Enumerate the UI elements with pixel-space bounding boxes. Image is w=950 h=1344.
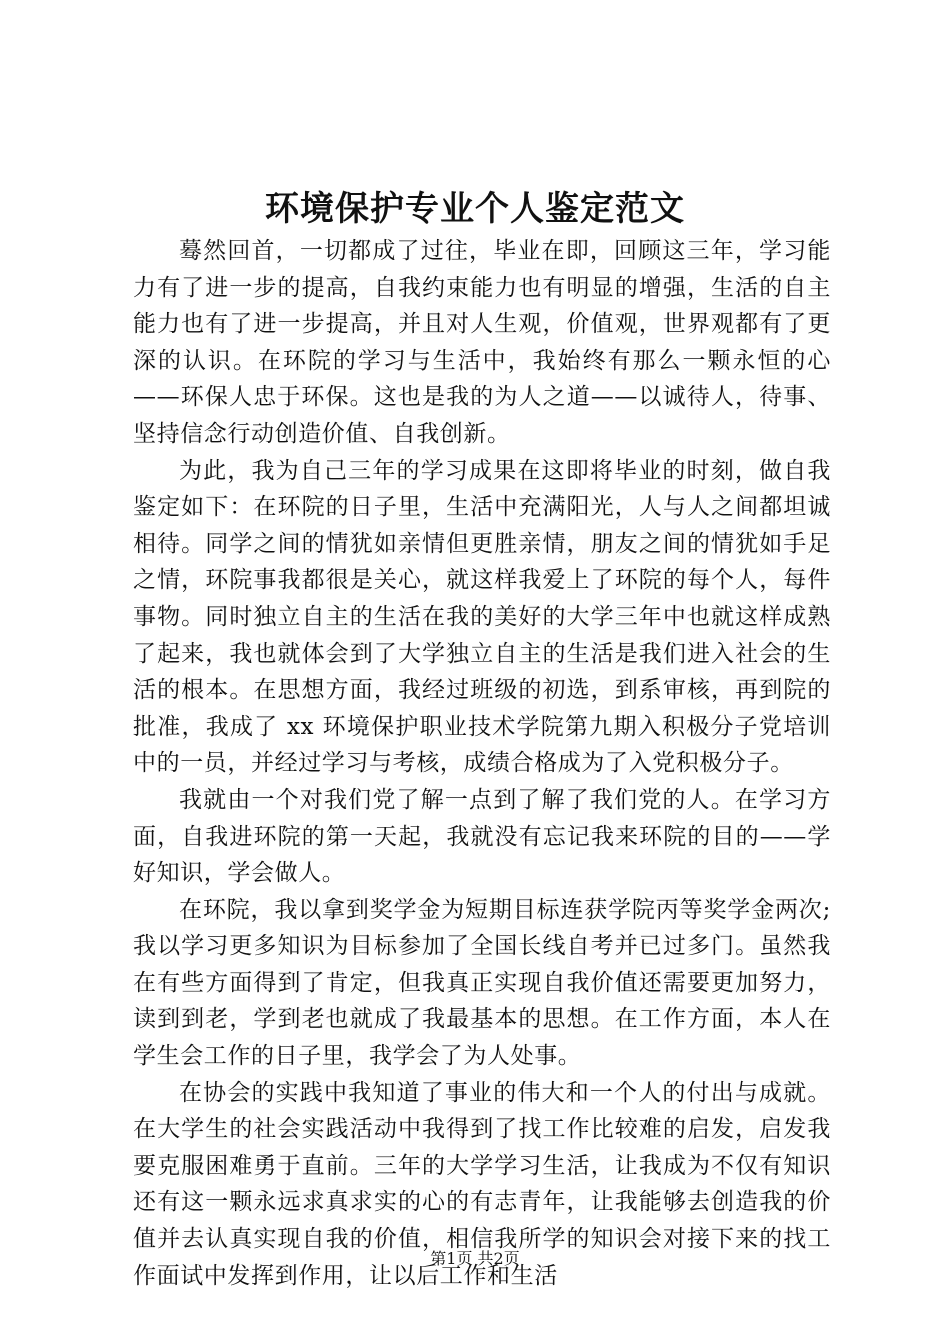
- document-body: [133, 233, 831, 1294]
- paragraph-4: 在环院，我以拿到奖学金为短期目标连获学院丙等奖学金两次;我以学习更多知识为目标参加了全国长线自考并已过多门。虽然我在有些方面得到了肯定，但我真正实现自我价值还需要更加努力，读到到老，学到老也就成了我最基本的思想。在工作方面，本人在学生会工作的日子里，我学会了为人处事。: [133, 896, 831, 1070]
- page-number-footer: 第1页 共2页: [430, 1249, 520, 1268]
- paragraph-5: 在协会的实践中我知道了事业的伟大和一个人的付出与成就。在大学生的社会实践活动中我得到了找工作比较难的启发，启发我要克服困难勇于直前。三年的大学学习生活，让我成为不仅有知识还有这一颗永远求真求实的心的有志青年，让我能够去创造我的价值并去认真实现自我的价值，相信我所学的知识会对接下来的找工作面试中发挥到作用，让以后工作和生活: [133, 1079, 831, 1289]
- document-title: 环境保护专业个人鉴定范文: [265, 189, 685, 229]
- paragraph-1: 蓦然回首，一切都成了过往，毕业在即，回顾这三年，学习能力有了进一步的提高，自我约束能力也有明显的增强，生活的自主能力也有了进一步提高，并且对人生观，价值观，世界观都有了更深的认识。在环院的学习与生活中，我始终有那么一颗永恒的心——环保人忠于环保。这也是我的为人之道——以诚待人，待事、坚持信念行动创造价值、自我创新。: [133, 238, 831, 447]
- paragraph-2: 为此，我为自己三年的学习成果在这即将毕业的时刻，做自我鉴定如下：在环院的日子里，生活中充满阳光，人与人之间都坦诚相待。同学之间的情犹如亲情但更胜亲情，朋友之间的情犹如手足之情，环院事我都很是关心，就这样我爱上了环院的每个人，每件事物。同时独立自主的生活在我的美好的大学三年中也就这样成熟了起来，我也就体会到了大学独立自主的生活是我们进入社会的生活的根本。在思想方面，我经过班级的初选，到系审核，再到院的批准，我成了 xx 环境保护职业技术学院第九期入积极分子党培训中的一员，并经过学习与考核，成绩合格成为了入党积极分子。: [133, 457, 831, 777]
- paragraph-3: 我就由一个对我们党了解一点到了解了我们党的人。在学习方面，自我进环院的第一天起，我就没有忘记我来环院的目的——学好知识，学会做人。: [133, 786, 831, 887]
